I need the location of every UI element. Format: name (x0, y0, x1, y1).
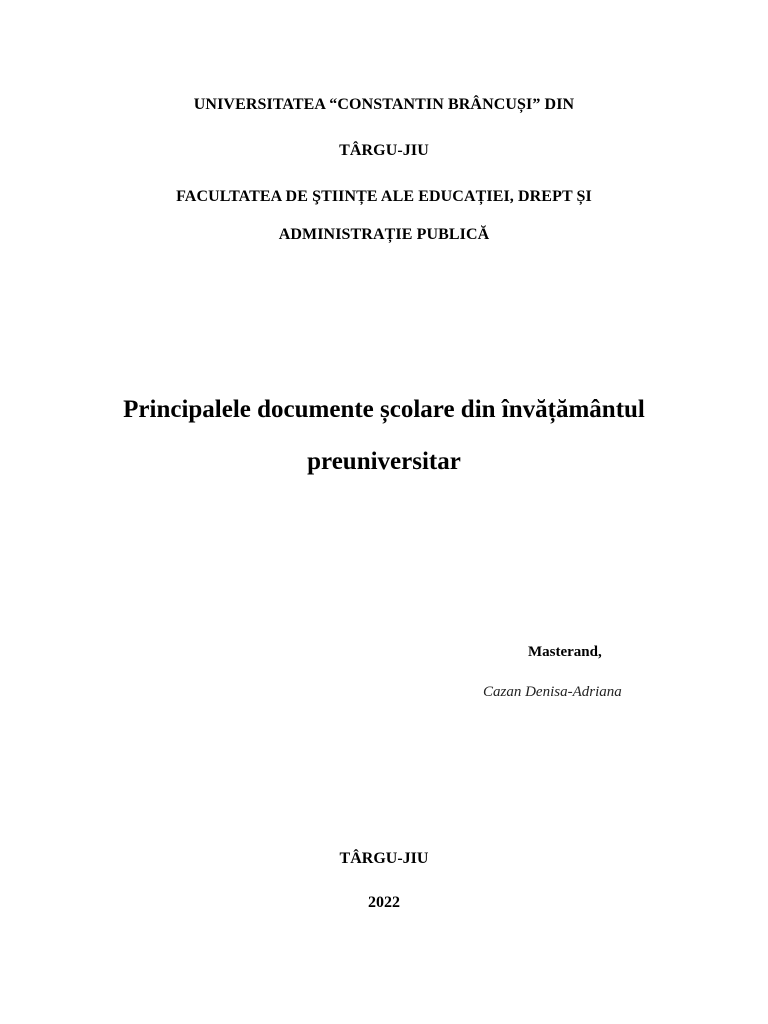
faculty-name-line2: ADMINISTRAȚIE PUBLICĂ (278, 226, 490, 243)
footer-city: TÂRGU-JIU (339, 850, 429, 867)
document-title-line2: preuniversitar (307, 448, 461, 475)
author-label: Masterand, (528, 644, 602, 660)
university-name: UNIVERSITATEA “CONSTANTIN BRÂNCUȘI” DIN (193, 96, 575, 113)
author-name: Cazan Denisa-Adriana (483, 684, 622, 700)
document-title-line1: Principalele documente școlare din învățământul (123, 396, 645, 423)
faculty-name-line1: FACULTATEA DE ŞTIINȚE ALE EDUCAȚIEI, DREPT ȘI (176, 188, 592, 205)
university-city: TÂRGU-JIU (339, 142, 429, 159)
footer-year: 2022 (368, 894, 400, 911)
